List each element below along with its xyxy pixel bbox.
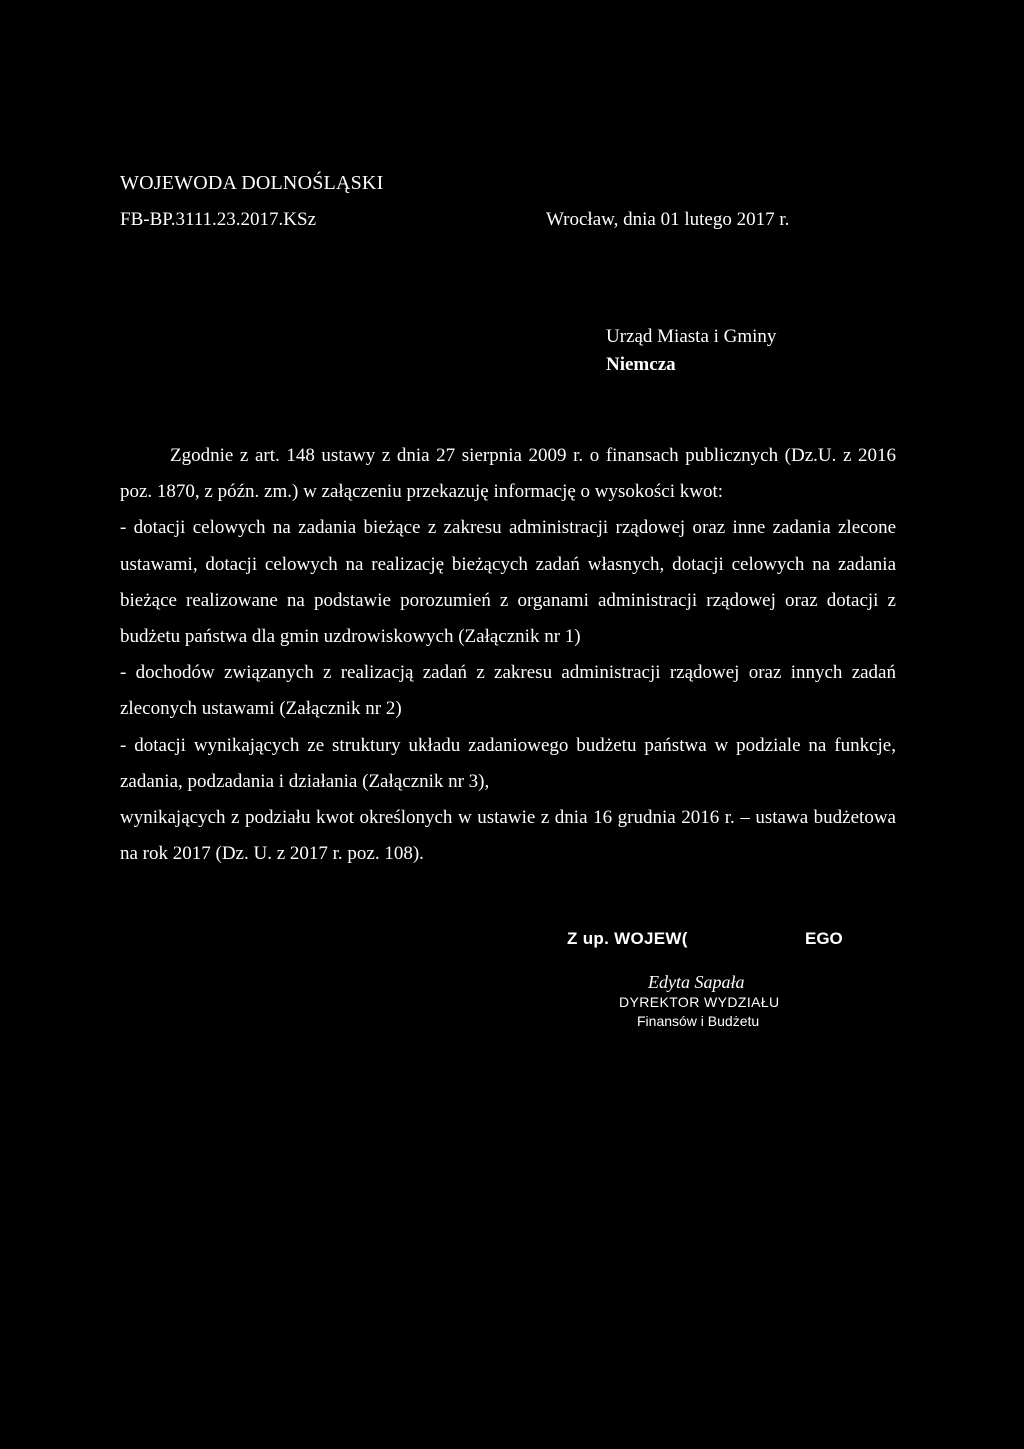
stamp-title: DYREKTOR WYDZIAŁU	[619, 994, 780, 1010]
intro-paragraph: Zgodnie z art. 148 ustawy z dnia 27 sierpnia 2009 r. o finansach publicznych (Dz.U. z 2016 poz. 1870, z późn. zm.) w załączeniu przekazuję informację o wysokości kwot:	[120, 445, 896, 503]
recipient-line-2: Niemcza	[606, 354, 676, 375]
list-item-task-structure: - dotacji wynikających ze struktury układu zadaniowego budżetu państwa w podziale na funkcje, zadania, podzadania i działania (Załącznik nr 3),	[120, 734, 896, 792]
list-item-grants: - dotacji celowych na zadania bieżące z zakresu administracji rządowej oraz inne zadania zlecone ustawami, dotacji celowych na realizację bieżących zadań własnych, dotacji celowych na zadania bieżące realizowane na podstawie porozumień z organami administracji rządowej oraz dotacji z budżetu państwa dla gmin uzdrowiskowych (Załącznik nr 1)	[120, 517, 896, 648]
reference-number: FB-BP.3111.23.2017.KSz	[120, 209, 317, 230]
stamp-department: Finansów i Budżetu	[637, 1013, 760, 1029]
place-and-date: Wrocław, dnia 01 lutego 2017 r.	[546, 209, 790, 230]
stamp-upper-left: Z up. WOJEW(	[567, 929, 688, 948]
letter-body	[120, 438, 896, 872]
issuer-heading: WOJEWODA DOLNOŚLĄSKI	[120, 172, 384, 194]
recipient-block	[606, 323, 776, 379]
recipient-line-1: Urząd Miasta i Gminy	[606, 326, 777, 347]
closing-paragraph: wynikających z podziału kwot określonych w ustawie z dnia 16 grudnia 2016 r. – ustawa budżetowa na rok 2017 (Dz. U. z 2017 r. poz. 108).	[120, 807, 896, 865]
list-item-income: - dochodów związanych z realizacją zadań z zakresu administracji rządowej oraz innych zadań zleconych ustawami (Załącznik nr 2)	[120, 662, 896, 720]
signature: Edyta Sapała	[648, 972, 745, 992]
stamp-upper-right: EGO	[805, 929, 843, 948]
